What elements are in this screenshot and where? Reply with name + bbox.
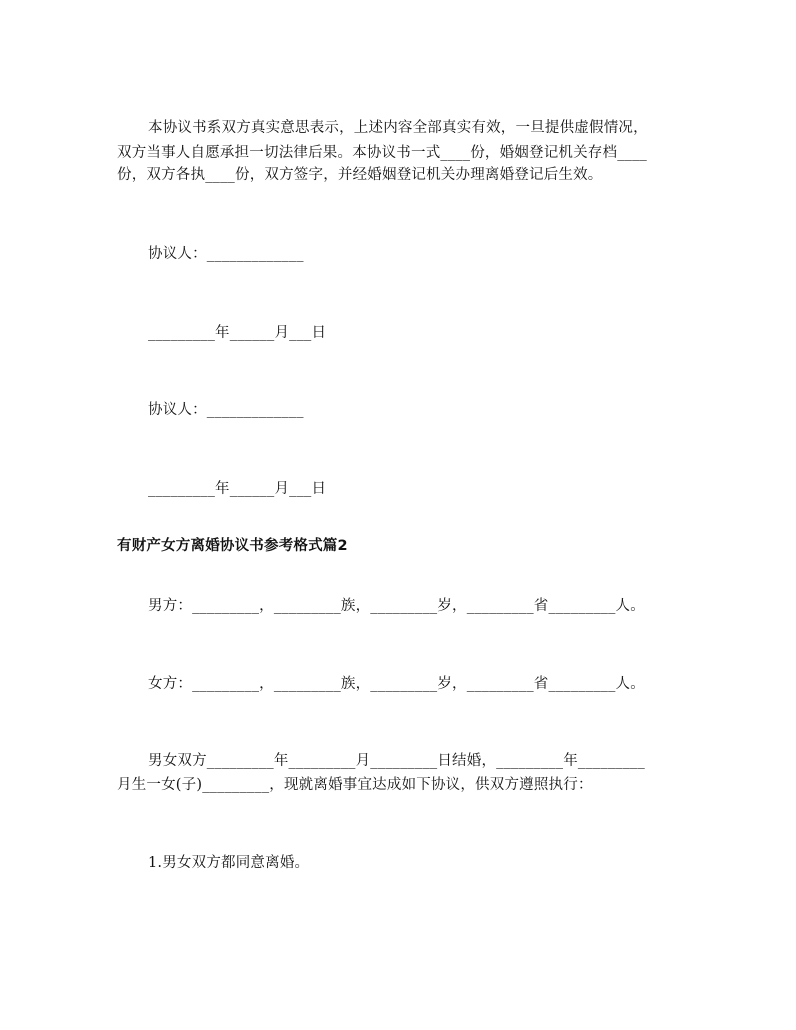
paragraph-line: 本协议书系双方真实意思表示，上述内容全部真实有效，一旦提供虚假情况， bbox=[148, 120, 648, 136]
paragraph-line: 份，双方各执____份，双方签字，并经婚姻登记机关办理离婚登记后生效。 bbox=[117, 167, 603, 183]
signature-label: 协议人：_____________ bbox=[148, 402, 304, 418]
marriage-info-line: 月生一女(子)_________，现就离婚事宜达成如下协议，供双方遵照执行： bbox=[117, 777, 593, 793]
signature-date: _________年______月___日 bbox=[148, 481, 327, 497]
marriage-info-line: 男女双方_________年_________月_________日结婚，_________年_________ bbox=[148, 753, 645, 769]
signature-label: 协议人：_____________ bbox=[148, 246, 304, 262]
signature-date: _________年______月___日 bbox=[148, 325, 327, 341]
section-title: 有财产女方离婚协议书参考格式篇2 bbox=[117, 538, 348, 554]
paragraph-line: 双方当事人自愿承担一切法律后果。本协议书一式____份，婚姻登记机关存档____ bbox=[117, 145, 647, 161]
female-party-line: 女方：_________，_________族，_________岁，_________省_________人。 bbox=[148, 676, 645, 692]
clause-item: 1.男女双方都同意离婚。 bbox=[148, 855, 310, 871]
male-party-line: 男方：_________，_________族，_________岁，_________省_________人。 bbox=[148, 598, 645, 614]
